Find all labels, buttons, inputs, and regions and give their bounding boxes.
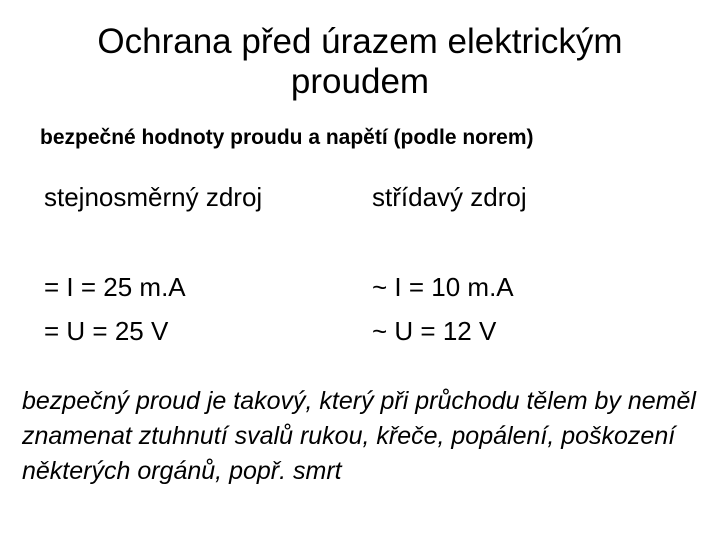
ac-voltage: ~ U = 12 V [372,316,497,346]
slide-title: Ochrana před úrazem elektrickým proudem [97,22,623,101]
ac-heading: střídavý zdroj [372,182,527,212]
ac-current: ~ I = 10 m.A [372,272,514,302]
dc-current: = I = 25 m.A [44,272,186,302]
dc-voltage: = U = 25 V [44,316,169,346]
safe-current-note: bezpečný proud je takový, který při průchodu tělem by neměl znamenat ztuhnutí svalů rukou, křeče, popálení, poškození některých orgánů, popř. smrt [22,387,696,485]
slide-subtitle: bezpečné hodnoty proudu a napětí (podle norem) [40,126,534,149]
dc-heading: stejnosměrný zdroj [44,182,263,212]
